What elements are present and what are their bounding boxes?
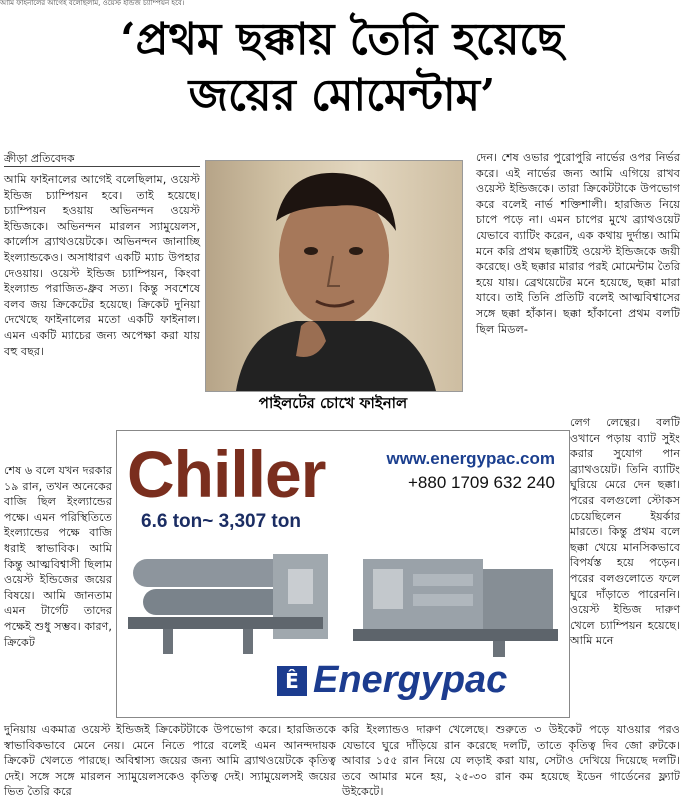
article-bottom-right: করি ইংল্যান্ডও দারুণ খেলেছে। শুরুতে ৩ উইকেট পড়ে যাওয়ার পরও যেভাবে ঘুরে দাঁড়িয়ে রান করেছে দলটি, তাতে কৃতিত্ব দিব জো রুটকে। আবার ১৫৫ রান নিয়ে যে লড়াই করা যায়, সেটাও দেখিয়ে দিয়েছে দলটি। তবে আমার মনে হয়, ২৫-৩০ রান কম হয়েছে ইডেন গার্ডেনের ফ্ল্যাট উইকেটে। — [342, 723, 680, 799]
headline-line-2: জয়ের মোমেন্টাম’ — [188, 70, 496, 121]
portrait-image — [206, 161, 462, 391]
article-column-1 — [4, 172, 200, 359]
ad-phone: +880 1709 632 240 — [407, 473, 555, 492]
article-paragraph: আমি ফাইনালের আগেই বলেছিলাম, ওয়েস্ট ইন্ডিজ চ্যাম্পিয়ন হবে। তাই হয়েছে। চ্যাম্পিয়ন হওয়ায় অভিনন্দন ওয়েস্ট ইন্ডিজকে। অভিনন্দন মারলন স্যামুয়েলস, কার্লোস ব্র্যাথওয়েটকে। অভিনন্দন জানাচ্ছি ইংল্যান্ডকেও। অসাধারণ একটি ম্যাচ উপহার দেওয়ায়। ওয়েস্ট ইন্ডিজ চ্যাম্পিয়ন, কিংবা ইংল্যান্ড পরাজিত-ধ্রুব সত্য। কিন্তু সবশেষে বলব জয় ক্রিকেটের হয়েছে। ক্রিকেট দুনিয়া দেখেছে ফাইনালের মতো একটি ফাইনাল। এমন একটি ম্যাচের জন্য অপেক্ষা করা যায় বহু বছর। — [4, 173, 200, 358]
top-strip-text: আমি ফাইনালের আগেই বলেছিলাম, ওয়েস্ট ইন্ডিজ চ্যাম্পিয়ন হবে। — [0, 0, 185, 6]
player-photo — [205, 160, 463, 392]
article-column-3 — [476, 150, 680, 337]
headline — [0, 12, 684, 124]
ad-logo — [277, 659, 507, 702]
article-paragraph: লেগ লেন্থের। বলটি ওখানে পড়ায় ব্যাট সুইং করার সুযোগ পান ব্র্যাথওয়েট। তিনি ব্যাটিং ঘুরিয়ে মেরে দেন ছক্কা। পরের বলগুলো স্টোকস চেয়েছিলেন ইয়র্কার মারতে। কিন্তু প্রথম বলে ছক্কা খেয়ে মানসিকভাবে বিপর্যস্ত হয়ে পড়েন। পরের বলগুলোতে ফলে ঘুরে দাঁড়াতে পারেননি। ওয়েস্ট ইন্ডিজ দারুণ খেলে চ্যাম্পিয়ন হয়েছে। আমি মনে — [570, 416, 680, 648]
article-bottom-left: দুনিয়ায় একমাত্র ওয়েস্ট ইন্ডিজই ক্রিকেটটাকে উপভোগ করে। হারজিতকে স্বাভাবিকভাবে মেনে নেয়। মেনে নিতে পারে বলেই এমন আনন্দদায়ক ক্রিকেট খেলতে পারছে। অবিশ্বাস্য জয়ের জন্য আমি ব্র্যাথওয়েটকে কৃতিত্ব দেই। সঙ্গে সঙ্গে মারলন স্যামুয়েলসকেও কৃতিত্ব দেই। স্যামুয়েলসই জয়ের ভিত তৈরি করে — [4, 723, 336, 799]
byline: ক্রীড়া প্রতিবেদক — [4, 152, 75, 165]
article-paragraph: দেন। শেষ ওভার পুরোপুরি নার্ভের ওপর নির্ভর করে। এই নার্ভের জন্য আমি এগিয়ে রাখব ওয়েস্ট ইন্ডিজকে। তারা ক্রিকেটটাকে উপভোগ করে বলেই নার্ভ শক্তিশালী। হারজিত নিয়ে চাপে পড়ে না। এমন চাপের মুখে ব্র্যাথওয়েট যেভাবে ব্যাটিং করেন, এক কথায় দুর্দান্ত। আমি মনে করি প্রথম ছক্কাটিই ওয়েস্ট ইন্ডিজকে জয়ী করেছে। ওই ছক্কার মারার পরই মোমেন্টাম তৈরি হয়ে যায়। ব্রেথয়েটের মনে হয়েছে, ছক্কা মারা যাবে। তাই তিনি প্রতিটি বলেই আত্মবিশ্বাসের সঙ্গে ছক্কা হাঁকান। ছক্কা হাঁকানো প্রথম বলটি ছিল মিডল- — [476, 151, 680, 336]
ad-url: www.energypac.com — [386, 449, 555, 468]
ad-product-name: Chiller — [127, 437, 326, 511]
advertisement — [116, 430, 570, 718]
chiller-machine-left — [123, 539, 343, 659]
article-column-1-lower — [4, 463, 112, 650]
byline-rule — [4, 166, 200, 167]
chiller-machine-right — [343, 549, 563, 659]
ad-spec: 6.6 ton~ 3,307 ton — [141, 511, 301, 532]
ad-brand: Energypac — [313, 659, 508, 701]
photo-caption: পাইলটের চোখে ফাইনাল — [258, 394, 408, 412]
article-column-3-lower — [570, 415, 680, 649]
headline-line-1: ‘প্রথম ছক্কায় তৈরি হয়েছে — [120, 14, 564, 65]
article-paragraph: শেষ ৬ বলে যখন দরকার ১৯ রান, তখন অনেকের বাজি ছিল ইংল্যান্ডের পক্ষে। এমন পরিস্থিতিতে ইংল্যান্ডের পক্ষে বাজি ধরাই স্বাভাবিক। আমি কিন্তু আত্মবিশ্বাসী ছিলাম ওয়েস্ট ইন্ডিজের জয়ের বিষয়ে। আমি জানতাম এমন টার্গেট তাদের পক্ষেই শুধু সম্ভব। কারণ, ক্রিকেট — [4, 464, 112, 649]
energypac-logo-icon: Ê — [277, 666, 307, 696]
